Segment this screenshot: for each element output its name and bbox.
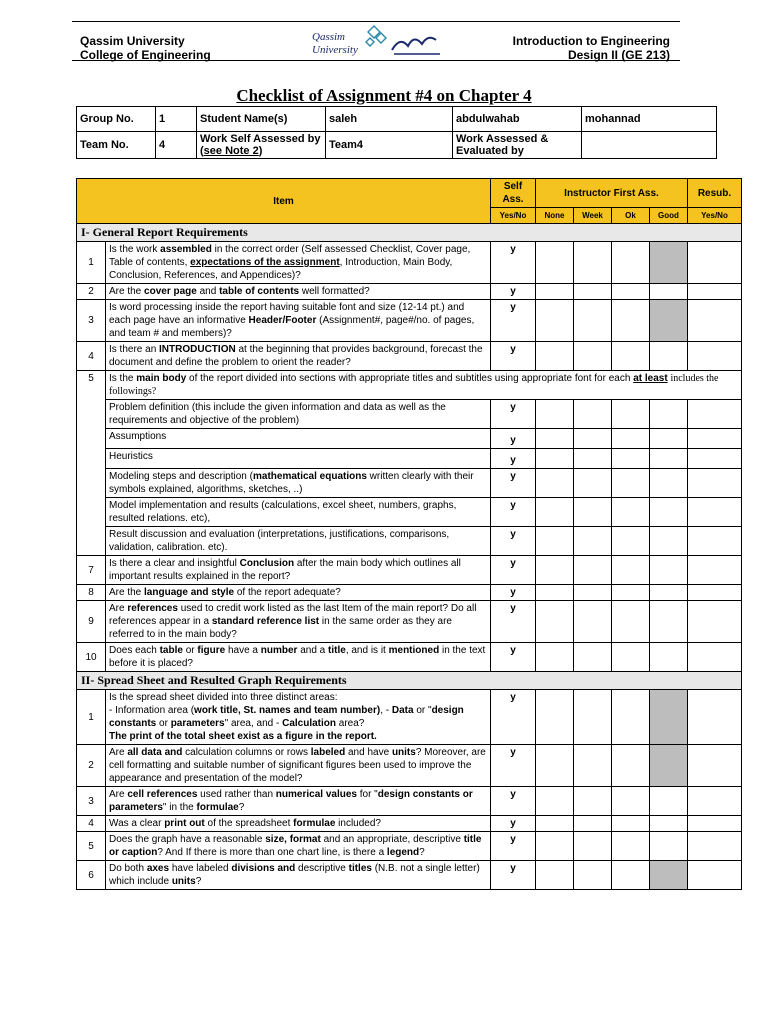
week-cell[interactable] bbox=[574, 585, 612, 601]
row-number: 1 bbox=[77, 242, 106, 284]
self-ass-cell[interactable]: y bbox=[491, 284, 536, 300]
table-row bbox=[77, 527, 742, 556]
self-ass-cell[interactable]: y bbox=[491, 643, 536, 672]
week-cell[interactable] bbox=[574, 527, 612, 556]
none-cell[interactable] bbox=[536, 745, 574, 787]
none-cell[interactable] bbox=[536, 449, 574, 469]
ok-cell[interactable] bbox=[612, 816, 650, 832]
section-2-title: II- Spread Sheet and Resulted Graph Requirements bbox=[77, 672, 742, 690]
week-cell[interactable] bbox=[574, 400, 612, 429]
good-cell[interactable] bbox=[650, 643, 688, 672]
resub-yes-no-header: Yes/No bbox=[688, 208, 742, 224]
week-cell[interactable] bbox=[574, 342, 612, 371]
self-ass-cell[interactable]: y bbox=[491, 585, 536, 601]
item-header: Item bbox=[77, 179, 491, 224]
row-text: Modeling steps and description (mathematical equations written clearly with their symbols explained, algorithms, sketches, ..) bbox=[106, 469, 491, 498]
week-cell[interactable] bbox=[574, 745, 612, 787]
checklist-table bbox=[76, 178, 742, 890]
good-cell[interactable] bbox=[650, 816, 688, 832]
row-text: Does the graph have a reasonable size, format and an appropriate, descriptive title or caption? And If there is more than one chart line, is there a legend? bbox=[106, 832, 491, 861]
row-text: Is word processing inside the report having suitable font and size (12-14 pt.) and each page have an informative Header/Footer (Assignment#, page#/no. of pages, and team # and members)? bbox=[106, 300, 491, 342]
good-cell bbox=[650, 300, 688, 342]
self-ass-cell[interactable]: y bbox=[491, 690, 536, 745]
week-cell[interactable] bbox=[574, 498, 612, 527]
none-header: None bbox=[536, 208, 574, 224]
resub-cell[interactable] bbox=[688, 787, 742, 816]
none-cell[interactable] bbox=[536, 400, 574, 429]
self-ass-cell[interactable]: y bbox=[491, 469, 536, 498]
row-text: Heuristics bbox=[106, 449, 491, 469]
row-text: Was a clear print out of the spreadsheet formulae included? bbox=[106, 816, 491, 832]
none-cell[interactable] bbox=[536, 585, 574, 601]
resub-cell[interactable] bbox=[688, 400, 742, 429]
ok-cell[interactable] bbox=[612, 300, 650, 342]
self-ass-cell[interactable]: y bbox=[491, 242, 536, 284]
table-row bbox=[77, 643, 742, 672]
row-number: 3 bbox=[77, 300, 106, 342]
row-number: 9 bbox=[77, 601, 106, 643]
course-block bbox=[513, 34, 670, 62]
self-ass-cell[interactable]: y bbox=[491, 400, 536, 429]
institution-block bbox=[80, 34, 211, 62]
resub-cell[interactable] bbox=[688, 527, 742, 556]
row-text: Is the spread sheet divided into three distinct areas: - Information area (work title, St. names and team number), - Data or "design constants or parameters" area, and - Calculation area? The print of the total sheet exist as a figure in the report. bbox=[106, 690, 491, 745]
self-ass-cell[interactable]: y bbox=[491, 449, 536, 469]
table-header-row bbox=[77, 179, 742, 208]
resub-header: Resub. bbox=[688, 179, 742, 208]
self-ass-cell[interactable]: y bbox=[491, 300, 536, 342]
table-row bbox=[77, 469, 742, 498]
ok-cell[interactable] bbox=[612, 643, 650, 672]
university-name: Qassim University bbox=[80, 34, 185, 48]
good-cell[interactable] bbox=[650, 449, 688, 469]
resub-cell[interactable] bbox=[688, 816, 742, 832]
resub-cell[interactable] bbox=[688, 745, 742, 787]
self-yes-no-header: Yes/No bbox=[491, 208, 536, 224]
section-1-title: I- General Report Requirements bbox=[77, 224, 742, 242]
resub-cell[interactable] bbox=[688, 643, 742, 672]
good-cell bbox=[650, 242, 688, 284]
header-bottom-rule bbox=[72, 60, 680, 61]
table-row bbox=[77, 556, 742, 585]
row-text: Result discussion and evaluation (interpretations, justifications, comparisons, validation, calibration. etc). bbox=[106, 527, 491, 556]
row-text: Are references used to credit work listed as the last Item of the main report? Do all references appear in a standard reference list in the same order as they are referred to in the main body? bbox=[106, 601, 491, 643]
college-name: College of Engineering bbox=[80, 48, 211, 62]
row-text: Is there a clear and insightful Conclusion after the main body which outlines all important results explained in the report? bbox=[106, 556, 491, 585]
row-text: Does each table or figure have a number and a title, and is it mentioned in the text before it is placed? bbox=[106, 643, 491, 672]
ok-cell[interactable] bbox=[612, 556, 650, 585]
none-cell[interactable] bbox=[536, 861, 574, 890]
row-number: 10 bbox=[77, 643, 106, 672]
self-ass-cell[interactable]: y bbox=[491, 816, 536, 832]
header-top-rule bbox=[72, 21, 680, 22]
good-cell[interactable] bbox=[650, 400, 688, 429]
resub-cell[interactable] bbox=[688, 832, 742, 861]
ok-cell[interactable] bbox=[612, 469, 650, 498]
self-ass-cell[interactable]: y bbox=[491, 745, 536, 787]
university-logo bbox=[310, 24, 450, 60]
none-cell[interactable] bbox=[536, 787, 574, 816]
none-cell[interactable] bbox=[536, 429, 574, 449]
good-cell bbox=[650, 745, 688, 787]
resub-cell[interactable] bbox=[688, 585, 742, 601]
table-row bbox=[77, 787, 742, 816]
good-cell[interactable] bbox=[650, 832, 688, 861]
ok-cell[interactable] bbox=[612, 429, 650, 449]
row-number: 6 bbox=[77, 861, 106, 890]
section-header bbox=[77, 224, 742, 242]
week-cell[interactable] bbox=[574, 429, 612, 449]
row-number: 2 bbox=[77, 284, 106, 300]
resub-cell[interactable] bbox=[688, 300, 742, 342]
student-name-3[interactable]: mohannad bbox=[582, 107, 717, 132]
none-cell[interactable] bbox=[536, 556, 574, 585]
row-text: Model implementation and results (calculations, excel sheet, numbers, graphs, resulted relations. etc), bbox=[106, 498, 491, 527]
self-ass-cell[interactable]: y bbox=[491, 601, 536, 643]
table-row bbox=[77, 242, 742, 284]
resub-cell[interactable] bbox=[688, 498, 742, 527]
ok-cell[interactable] bbox=[612, 832, 650, 861]
row-number: 3 bbox=[77, 787, 106, 816]
table-row bbox=[77, 816, 742, 832]
good-cell bbox=[650, 861, 688, 890]
week-cell[interactable] bbox=[574, 601, 612, 643]
table-row bbox=[77, 449, 742, 469]
week-cell[interactable] bbox=[574, 832, 612, 861]
resub-cell[interactable] bbox=[688, 342, 742, 371]
self-assessed-label: Work Self Assessed by (see Note 2) bbox=[197, 132, 326, 159]
row-text: Are cell references used rather than numerical values for "design constants or parameters" in the formulae? bbox=[106, 787, 491, 816]
ok-cell[interactable] bbox=[612, 787, 650, 816]
ok-cell[interactable] bbox=[612, 284, 650, 300]
none-cell[interactable] bbox=[536, 816, 574, 832]
row-text: Are the cover page and table of contents well formatted? bbox=[106, 284, 491, 300]
week-cell[interactable] bbox=[574, 242, 612, 284]
ok-cell[interactable] bbox=[612, 585, 650, 601]
good-cell[interactable] bbox=[650, 585, 688, 601]
ok-header: Ok bbox=[612, 208, 650, 224]
week-header: Week bbox=[574, 208, 612, 224]
week-cell[interactable] bbox=[574, 861, 612, 890]
good-cell[interactable] bbox=[650, 498, 688, 527]
none-cell[interactable] bbox=[536, 300, 574, 342]
none-cell[interactable] bbox=[536, 690, 574, 745]
row-text: Do both axes have labeled divisions and descriptive titles (N.B. not a single letter) which include units? bbox=[106, 861, 491, 890]
row-number: 8 bbox=[77, 585, 106, 601]
week-cell[interactable] bbox=[574, 643, 612, 672]
resub-cell[interactable] bbox=[688, 861, 742, 890]
good-cell[interactable] bbox=[650, 342, 688, 371]
week-cell[interactable] bbox=[574, 556, 612, 585]
ok-cell[interactable] bbox=[612, 449, 650, 469]
row-number: 5 bbox=[77, 371, 106, 556]
row-number: 7 bbox=[77, 556, 106, 585]
week-cell[interactable] bbox=[574, 690, 612, 745]
self-ass-cell[interactable]: y bbox=[491, 787, 536, 816]
section-header bbox=[77, 672, 742, 690]
student-name-1[interactable]: saleh bbox=[326, 107, 453, 132]
table-row bbox=[77, 498, 742, 527]
self-ass-cell[interactable]: y bbox=[491, 527, 536, 556]
resub-cell[interactable] bbox=[688, 690, 742, 745]
resub-cell[interactable] bbox=[688, 429, 742, 449]
table-row bbox=[77, 861, 742, 890]
row-text: Are all data and calculation columns or rows labeled and have units? Moreover, are cell formatting and suitable number of significant figures been used to improve the appearance and presentation of the model? bbox=[106, 745, 491, 787]
table-row bbox=[77, 429, 742, 449]
row-text: Is the work assembled in the correct order (Self assessed Checklist, Cover page, Table of contents, expectations of the assignment, Introduction, Main Body, Conclusion, References, and Appendices)? bbox=[106, 242, 491, 284]
note-2-link[interactable]: see Note 2 bbox=[203, 145, 259, 157]
table-row bbox=[77, 690, 742, 745]
instructor-header: Instructor First Ass. bbox=[536, 179, 688, 208]
good-cell[interactable] bbox=[650, 556, 688, 585]
course-line-1: Introduction to Engineering bbox=[512, 34, 670, 48]
team-label: Team No. bbox=[77, 132, 156, 159]
good-cell[interactable] bbox=[650, 284, 688, 300]
none-cell[interactable] bbox=[536, 601, 574, 643]
none-cell[interactable] bbox=[536, 284, 574, 300]
self-ass-cell[interactable]: y bbox=[491, 556, 536, 585]
resub-cell[interactable] bbox=[688, 556, 742, 585]
ok-cell[interactable] bbox=[612, 527, 650, 556]
ok-cell[interactable] bbox=[612, 861, 650, 890]
table-row bbox=[77, 585, 742, 601]
assignment-info-table bbox=[76, 106, 717, 159]
table-row bbox=[77, 342, 742, 371]
table-row bbox=[77, 745, 742, 787]
none-cell[interactable] bbox=[536, 242, 574, 284]
student-name-2[interactable]: abdulwahab bbox=[453, 107, 582, 132]
self-assessed-value[interactable]: Team4 bbox=[326, 132, 453, 159]
self-ass-cell[interactable]: y bbox=[491, 342, 536, 371]
table-row bbox=[77, 284, 742, 300]
none-cell[interactable] bbox=[536, 498, 574, 527]
week-cell[interactable] bbox=[574, 787, 612, 816]
ok-cell[interactable] bbox=[612, 242, 650, 284]
table-row bbox=[77, 300, 742, 342]
row-number: 5 bbox=[77, 832, 106, 861]
row-text: Is the main body of the report divided into sections with appropriate titles and subtitles using appropriate font for each at least includes the followings? bbox=[106, 371, 742, 400]
group-label: Group No. bbox=[77, 107, 156, 132]
row-text: Is there an INTRODUCTION at the beginning that provides background, forecast the document and define the problem to orient the reader? bbox=[106, 342, 491, 371]
row-number: 2 bbox=[77, 745, 106, 787]
student-label: Student Name(s) bbox=[197, 107, 326, 132]
evaluated-value[interactable] bbox=[582, 132, 717, 159]
good-cell[interactable] bbox=[650, 601, 688, 643]
table-row bbox=[77, 371, 742, 400]
resub-cell[interactable] bbox=[688, 242, 742, 284]
ok-cell[interactable] bbox=[612, 498, 650, 527]
resub-cell[interactable] bbox=[688, 469, 742, 498]
good-cell[interactable] bbox=[650, 787, 688, 816]
week-cell[interactable] bbox=[574, 469, 612, 498]
row-number: 1 bbox=[77, 690, 106, 745]
resub-cell[interactable] bbox=[688, 601, 742, 643]
self-ass-cell[interactable]: y bbox=[491, 498, 536, 527]
none-cell[interactable] bbox=[536, 643, 574, 672]
self-ass-cell[interactable]: y bbox=[491, 832, 536, 861]
row-text: Problem definition (this include the given information and data as well as the requirements and objective of the problem) bbox=[106, 400, 491, 429]
none-cell[interactable] bbox=[536, 832, 574, 861]
table-row bbox=[77, 832, 742, 861]
self-ass-header: Self Ass. bbox=[491, 179, 536, 208]
week-cell[interactable] bbox=[574, 816, 612, 832]
week-cell[interactable] bbox=[574, 449, 612, 469]
self-ass-cell[interactable]: y bbox=[491, 861, 536, 890]
team-value[interactable]: 4 bbox=[156, 132, 197, 159]
svg-text:Qassim: Qassim bbox=[312, 31, 346, 43]
row-text: Are the language and style of the report adequate? bbox=[106, 585, 491, 601]
row-text: Assumptions bbox=[106, 429, 491, 449]
none-cell[interactable] bbox=[536, 469, 574, 498]
good-cell bbox=[650, 690, 688, 745]
svg-text:University: University bbox=[312, 44, 358, 56]
good-cell[interactable] bbox=[650, 429, 688, 449]
none-cell[interactable] bbox=[536, 527, 574, 556]
evaluated-label: Work Assessed & Evaluated by bbox=[453, 132, 582, 159]
page-title: Checklist of Assignment #4 on Chapter 4 bbox=[236, 86, 532, 105]
good-cell[interactable] bbox=[650, 469, 688, 498]
table-row bbox=[77, 400, 742, 429]
good-header: Good bbox=[650, 208, 688, 224]
resub-cell[interactable] bbox=[688, 284, 742, 300]
resub-cell[interactable] bbox=[688, 449, 742, 469]
week-cell[interactable] bbox=[574, 300, 612, 342]
self-ass-cell[interactable]: y bbox=[491, 429, 536, 449]
none-cell[interactable] bbox=[536, 342, 574, 371]
course-line-2: Design II (GE 213) bbox=[567, 48, 670, 62]
good-cell[interactable] bbox=[650, 527, 688, 556]
group-value[interactable]: 1 bbox=[156, 107, 197, 132]
ok-cell[interactable] bbox=[612, 601, 650, 643]
row-number: 4 bbox=[77, 342, 106, 371]
ok-cell[interactable] bbox=[612, 745, 650, 787]
row-number: 4 bbox=[77, 816, 106, 832]
table-row bbox=[77, 601, 742, 643]
ok-cell[interactable] bbox=[612, 400, 650, 429]
ok-cell[interactable] bbox=[612, 342, 650, 371]
ok-cell[interactable] bbox=[612, 690, 650, 745]
week-cell[interactable] bbox=[574, 284, 612, 300]
